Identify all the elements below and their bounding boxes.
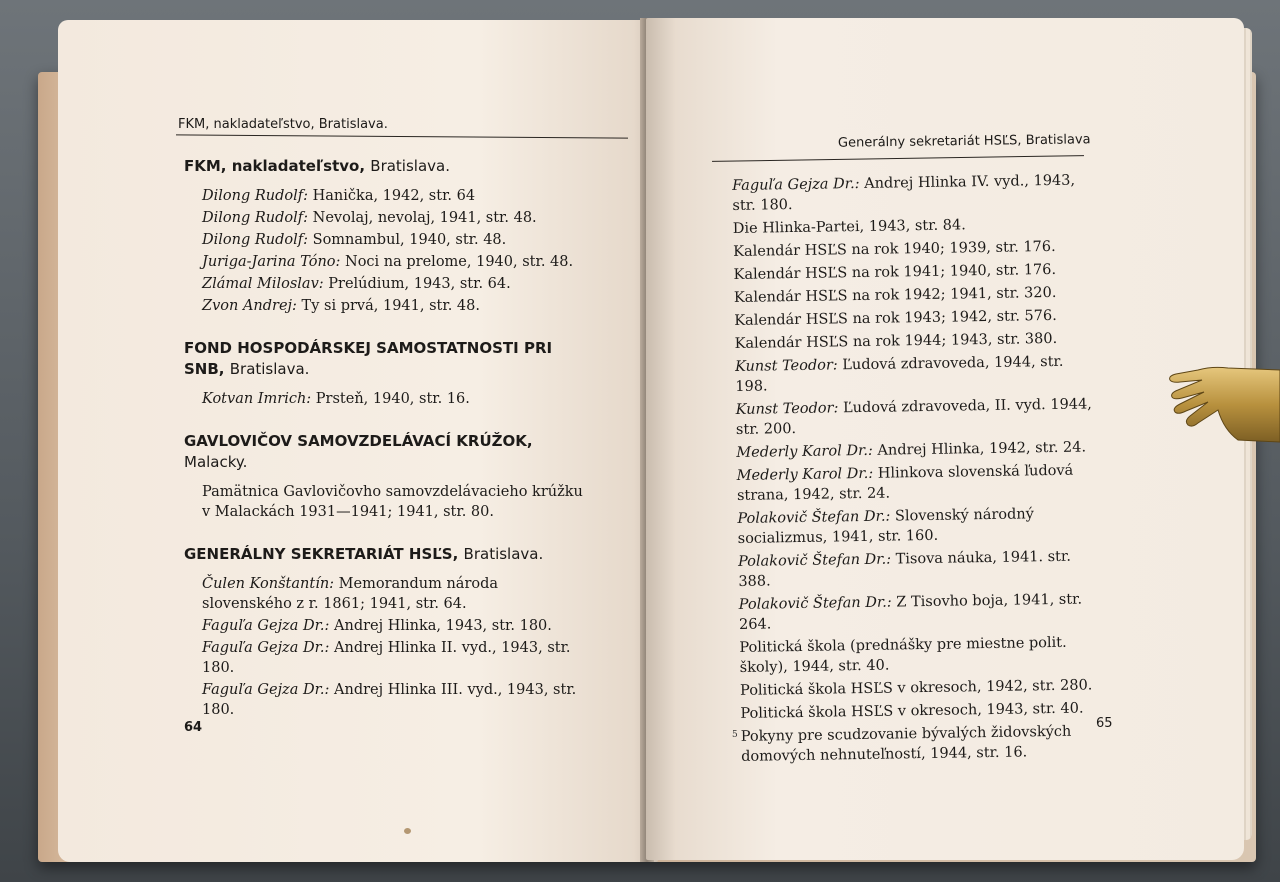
left-page-number: 64 (184, 720, 203, 735)
bib-entry: Kunst Teodor: Ľudová zdravoveda, 1944, str. 198. (734, 353, 1064, 395)
bib-entry: Kunst Teodor: Ľudová zdravoveda, II. vyd. 1944, str. 200. (735, 396, 1092, 438)
paper-spot (404, 828, 411, 834)
bib-entry: Politická škola HSĽS v okresoch, 1943, str. 40. (740, 700, 1084, 722)
bib-entry: Čulen Konštantín: Memorandum národa slovenského z r. 1861; 1941, str. 64. (202, 576, 499, 612)
publisher-heading: GAVLOVIČOV SAMOVZDELÁVACÍ KRÚŽOK, Malacky. (184, 432, 533, 471)
bib-entry: Mederly Karol Dr.: Hlinkova slovenská ľudová strana, 1942, str. 24. (736, 462, 1074, 504)
bib-entry: Pokyny pre scudzovanie bývalých židovských domových nehnuteľností, 1944, str. 16. (740, 723, 1072, 765)
entry-list (184, 482, 584, 522)
signature-mark: 5 (732, 730, 738, 740)
bib-entry: Kalendár HSĽS na rok 1940; 1939, str. 176. (733, 238, 1056, 260)
bib-entry: Die Hlinka-Partei, 1943, str. 84. (732, 217, 966, 237)
bib-entry: Kalendár HSĽS na rok 1942; 1941, str. 320. (733, 284, 1057, 306)
publisher-group (184, 431, 584, 522)
bib-entry: Dilong Rudolf: Nevolaj, nevolaj, 1941, str. 48. (202, 210, 537, 226)
left-page (58, 20, 658, 862)
publisher-heading: GENERÁLNY SEKRETARIÁT HSĽS, Bratislava. (184, 545, 544, 563)
publisher-group (184, 338, 584, 409)
bib-entry: Polakovič Štefan Dr.: Z Tisovho boja, 1941, str. 264. (738, 591, 1083, 633)
bib-entry: Kalendár HSĽS na rok 1941; 1940, str. 176. (733, 261, 1057, 283)
right-page (646, 18, 1244, 860)
bib-entry: Polakovič Štefan Dr.: Tisova náuka, 1941. str. 388. (737, 548, 1072, 590)
left-head-rule (176, 134, 628, 138)
bib-entry: Zlámal Miloslav: Prelúdium, 1943, str. 64. (202, 276, 511, 292)
bib-entry: Kalendár HSĽS na rok 1943; 1942, str. 576. (734, 307, 1057, 329)
bib-entry: Juriga-Jarina Tóno: Noci na prelome, 1940, str. 48. (202, 254, 574, 270)
bib-entry: Kotvan Imrich: Prsteň, 1940, str. 16. (202, 391, 470, 407)
bib-entry: Politická škola HSĽS v okresoch, 1942, str. 280. (739, 677, 1093, 699)
publisher-heading: FKM, nakladateľstvo, Bratislava. (184, 157, 450, 175)
entry-list (184, 186, 584, 316)
bib-entry: Dilong Rudolf: Hanička, 1942, str. 64 (202, 188, 476, 204)
right-running-head: Generálny sekretariát HSĽS, Bratislava (837, 132, 1091, 151)
bib-entry: Faguľa Gejza Dr.: Andrej Hlinka III. vyd., 1943, str. 180. (202, 682, 577, 718)
bib-entry: Kalendár HSĽS na rok 1944; 1943, str. 380. (734, 330, 1058, 352)
brass-hand-bookmark-icon (1168, 360, 1280, 448)
bib-entry: Mederly Karol Dr.: Andrej Hlinka, 1942, str. 24. (736, 439, 1087, 461)
bib-entry: Dilong Rudolf: Somnambul, 1940, str. 48. (202, 232, 507, 248)
bib-entry: Polakovič Štefan Dr.: Slovenský národný socializmus, 1941, str. 160. (737, 506, 1035, 547)
bib-entry: Pamätnica Gavlovičovho samovzdelávacieho krúžku v Malackách 1931—1941; 1941, str. 80. (202, 484, 583, 520)
right-page-number: 65 (1096, 716, 1113, 731)
left-content (184, 156, 584, 742)
right-head-rule (712, 155, 1084, 162)
bib-entry: Faguľa Gejza Dr.: Andrej Hlinka IV. vyd., 1943, str. 180. (732, 172, 1076, 214)
bib-entry: Politická škola (prednášky pre miestne polit. školy), 1944, str. 40. (739, 634, 1067, 676)
publisher-group (184, 544, 584, 720)
bib-entry: Faguľa Gejza Dr.: Andrej Hlinka, 1943, str. 180. (202, 618, 552, 634)
bib-entry: Faguľa Gejza Dr.: Andrej Hlinka II. vyd., 1943, str. 180. (202, 640, 571, 676)
right-content (732, 170, 1103, 770)
bib-entry: Zvon Andrej: Ty si prvá, 1941, str. 48. (202, 298, 480, 314)
publisher-group (184, 156, 584, 316)
left-running-head: FKM, nakladateľstvo, Bratislava. (178, 117, 388, 132)
entry-list (184, 389, 584, 409)
entry-list (184, 574, 584, 720)
publisher-heading: FOND HOSPODÁRSKEJ SAMOSTATNOSTI PRI SNB, Bratislava. (184, 339, 553, 378)
